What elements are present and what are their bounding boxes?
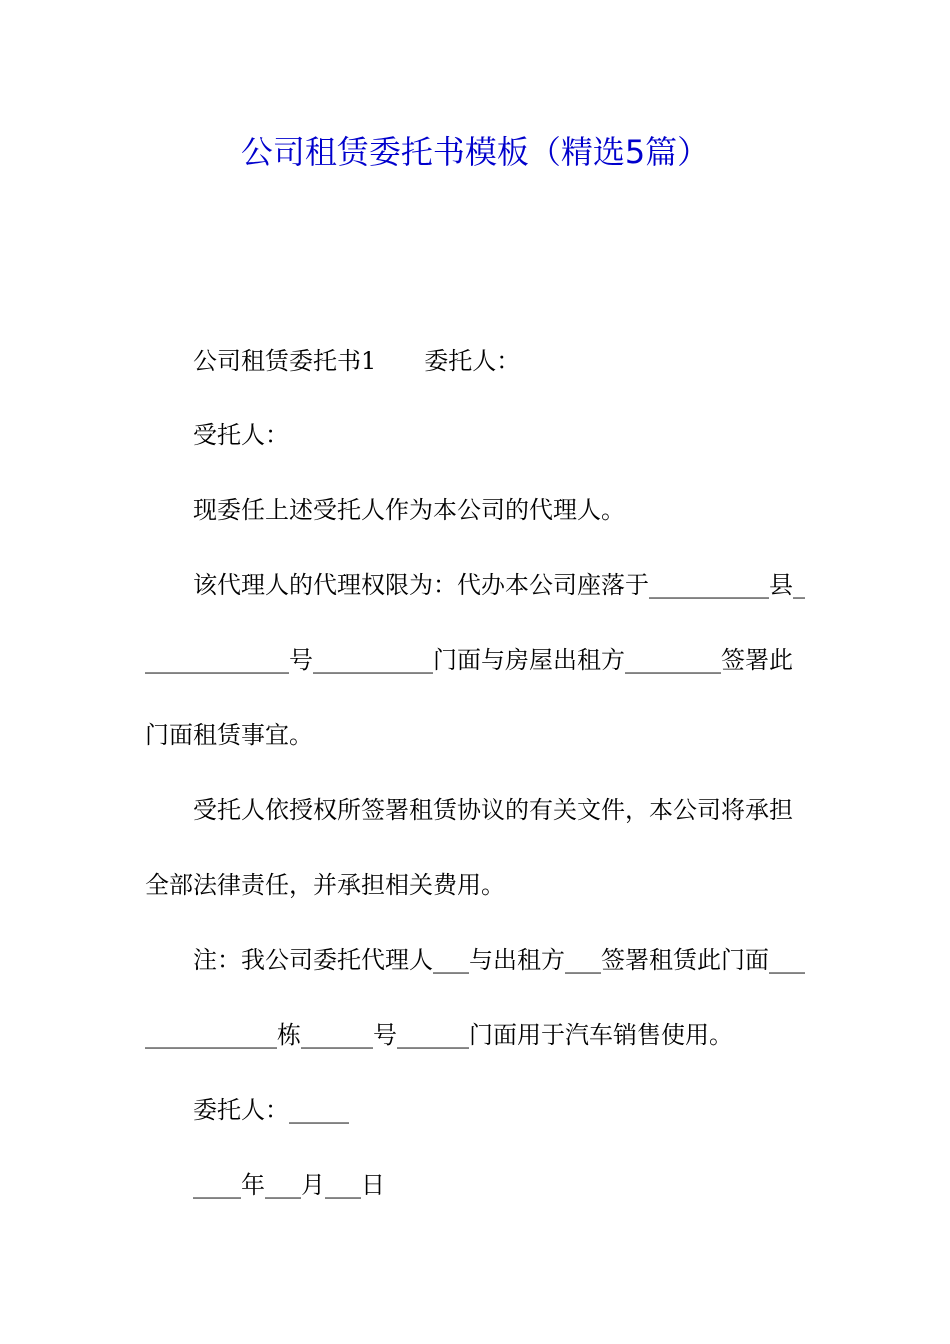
paragraph-liability-line-2: 全部法律责任，并承担相关费用。 [145,871,505,899]
document-title: 公司租赁委托书模板（精选5篇） [240,133,710,171]
signature-principal: 委托人：_____ [193,1096,349,1124]
paragraph-liability-line-1: 受托人依授权所签署租赁协议的有关文件，本公司将承担 [193,796,793,824]
agent-label: 受托人： [193,421,289,449]
paragraph-note-line-2: ___________栋______号______门面用于汽车销售使用。 [145,1021,733,1049]
section-heading: 公司租赁委托书1 [193,347,377,375]
paragraph-authority-line-1: 该代理人的代理权限为：代办本公司座落于__________县_ [193,571,805,599]
principal-label: 委托人： [424,347,521,375]
paragraph-heading-1 [193,345,520,377]
paragraph-note-line-1: 注：我公司委托代理人___与出租方___签署租赁此门面___ [193,946,805,974]
paragraph-authority-line-3: 门面租赁事宜。 [145,721,313,749]
paragraph-authority-line-2: ____________号__________门面与房屋出租方________签署此 [145,646,793,674]
signature-date: ____年___月___日 [193,1171,385,1199]
paragraph-appointment: 现委任上述受托人作为本公司的代理人。 [193,496,625,524]
